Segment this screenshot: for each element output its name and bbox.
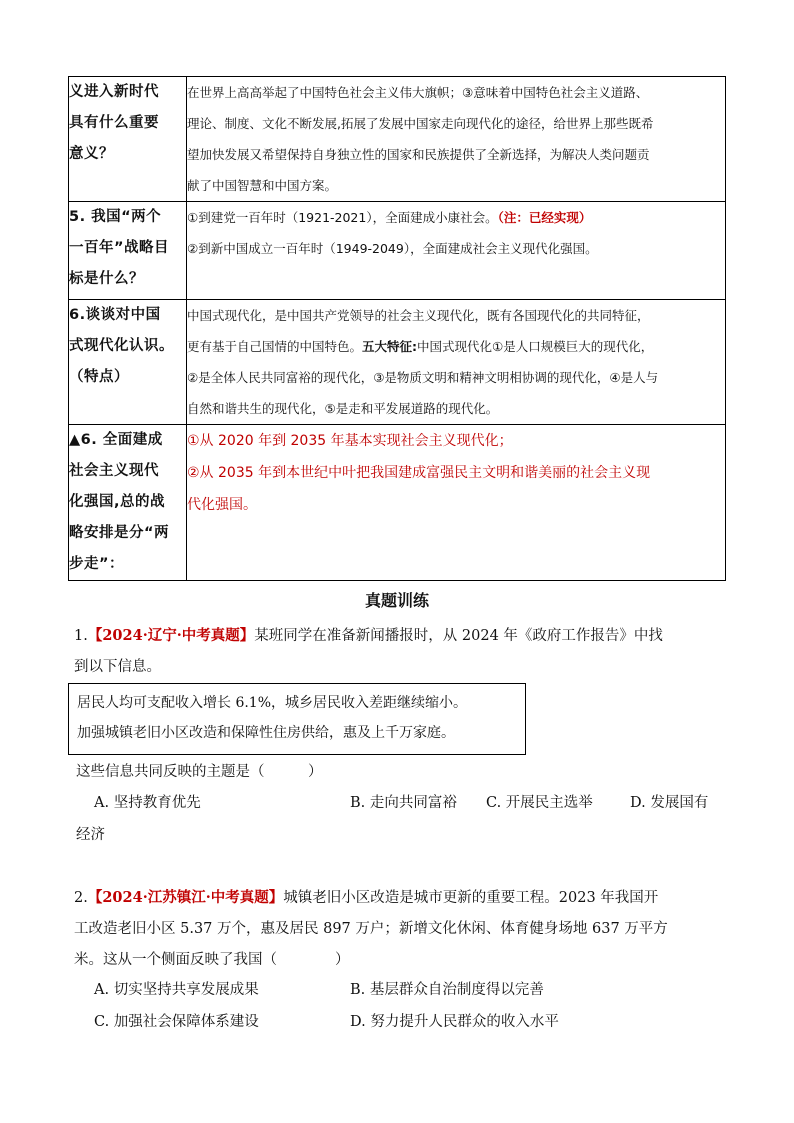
answer-cell (187, 425, 726, 581)
info-line: 居民人均可支配收入增长 6.1%，城乡居民收入差距继续缩小。 (77, 695, 468, 711)
option-c[interactable]: C. 加强社会保障体系建设 (94, 1014, 259, 1030)
source-tag: 【2024·辽宁·中考真题】 (87, 627, 255, 644)
info-box (68, 683, 526, 755)
info-line: 加强城镇老旧小区改造和保障性住房供给，惠及上千万家庭。 (77, 725, 455, 741)
stem-line: 米。这从一个侧面反映了我国（ ） (74, 952, 350, 968)
question-line: 步走”： (69, 556, 125, 572)
stem-text: 某班同学在准备新闻播报时，从 2024 年《政府工作报告》中找 (254, 628, 663, 644)
answer-line: ②到新中国成立一百年时（1949-2049），全面建成社会主义现代化强国。 (187, 241, 598, 256)
answer-line: ②从 2035 年到本世纪中叶把我国建成富强民主文明和谐美丽的社会主义现 (187, 465, 651, 481)
option-b[interactable]: B. 基层群众自治制度得以完善 (350, 982, 544, 998)
stem-line (74, 620, 724, 652)
question-1-stem (74, 620, 724, 683)
question-line: 社会主义现代 (69, 463, 159, 479)
question-line: 义进入新时代 (69, 84, 159, 100)
question-line: 意义？ (69, 146, 114, 162)
option-d-continued: 经济 (76, 827, 105, 843)
source-tag: 【2024·江苏镇江·中考真题】 (87, 889, 284, 906)
answer-cell (187, 77, 726, 202)
answer-line: ①从 2020 年到 2035 年基本实现社会主义现代化； (187, 433, 513, 449)
question-1-options (76, 788, 734, 852)
question-line: （特点） (69, 369, 129, 385)
answer-line: 献了中国智慧和中国方案。 (187, 178, 338, 193)
stem-line (74, 882, 724, 914)
option-d[interactable]: D. 努力提升人民群众的收入水平 (350, 1014, 559, 1030)
question-line: 式现代化认识。 (69, 338, 174, 354)
question-number: 1. (74, 628, 88, 644)
option-d[interactable]: D. 发展国有 (630, 795, 709, 811)
table-row (69, 202, 726, 300)
stem-text: 城镇老旧小区改造是城市更新的重要工程。2023 年我国开 (283, 890, 659, 906)
question-number: 2. (74, 890, 88, 906)
question-cell (69, 300, 187, 425)
question-line: ▲6. 全面建成 (69, 432, 163, 448)
answer-text: ①到建党一百年时（1921-2021），全面建成小康社会。 (187, 210, 498, 225)
option-c[interactable]: C. 开展民主选举 (486, 795, 593, 811)
answer-line: ②是全体人民共同富裕的现代化，③是物质文明和精神文明相协调的现代化，④是人与 (187, 370, 659, 385)
question-line: 一百年”战略目 (69, 240, 170, 256)
section-title: 真题训练 (364, 591, 429, 610)
answer-line: 中国式现代化，是中国共产党领导的社会主义现代化，既有各国现代化的共同特征， (187, 308, 650, 323)
question-1-ask: 这些信息共同反映的主题是（ ） (76, 764, 323, 780)
table-row (69, 300, 726, 425)
stem-line: 工改造老旧小区 5.37 万个，惠及居民 897 万户；新增文化休闲、体育健身场地 637 万平方 (74, 921, 668, 937)
question-line: 具有什么重要 (69, 115, 159, 131)
answer-line: 理论、制度、文化不断发展,拓展了发展中国家走向现代化的途径，给世界上那些既希 (187, 116, 654, 131)
answer-line: 代化强国。 (187, 497, 257, 513)
answer-line (187, 331, 725, 362)
answer-cell (187, 202, 726, 300)
question-line: 标是什么？ (69, 271, 144, 287)
answer-cell (187, 300, 726, 425)
question-2-stem (74, 882, 724, 976)
option-a[interactable]: A. 切实坚持共享发展成果 (94, 982, 259, 998)
answer-text: 更有基于自己国情的中国特色。 (187, 339, 363, 354)
question-line: 5. 我国“两个 (69, 209, 162, 225)
answer-line (187, 202, 725, 233)
question-line: 略安排是分“两 (69, 525, 170, 541)
answer-line: 望加快发展又希望保持自身独立性的国家和民族提供了全新选择，为解决人类问题贡 (187, 147, 650, 162)
answer-text: 中国式现代化①是人口规模巨大的现代化， (417, 339, 654, 354)
question-cell (69, 425, 187, 581)
table-row (69, 425, 726, 581)
answer-line: 自然和谐共生的现代化，⑤是走和平发展道路的现代化。 (187, 401, 499, 416)
question-line: 化强国,总的战 (69, 494, 166, 510)
question-cell (69, 202, 187, 300)
answer-bold: 五大特征: (362, 339, 418, 354)
question-cell (69, 77, 187, 202)
answer-line: 在世界上高高举起了中国特色社会主义伟大旗帜；③意味着中国特色社会主义道路、 (187, 85, 649, 100)
answer-note: （注：已经实现） (497, 210, 592, 225)
question-2-options (94, 975, 734, 1039)
table-row (69, 77, 726, 202)
question-line: 6.谈谈对中国 (69, 307, 161, 323)
knowledge-table (68, 76, 726, 581)
option-a[interactable]: A. 坚持教育优先 (94, 795, 201, 811)
option-b[interactable]: B. 走向共同富裕 (350, 795, 457, 811)
stem-line: 到以下信息。 (74, 659, 161, 675)
